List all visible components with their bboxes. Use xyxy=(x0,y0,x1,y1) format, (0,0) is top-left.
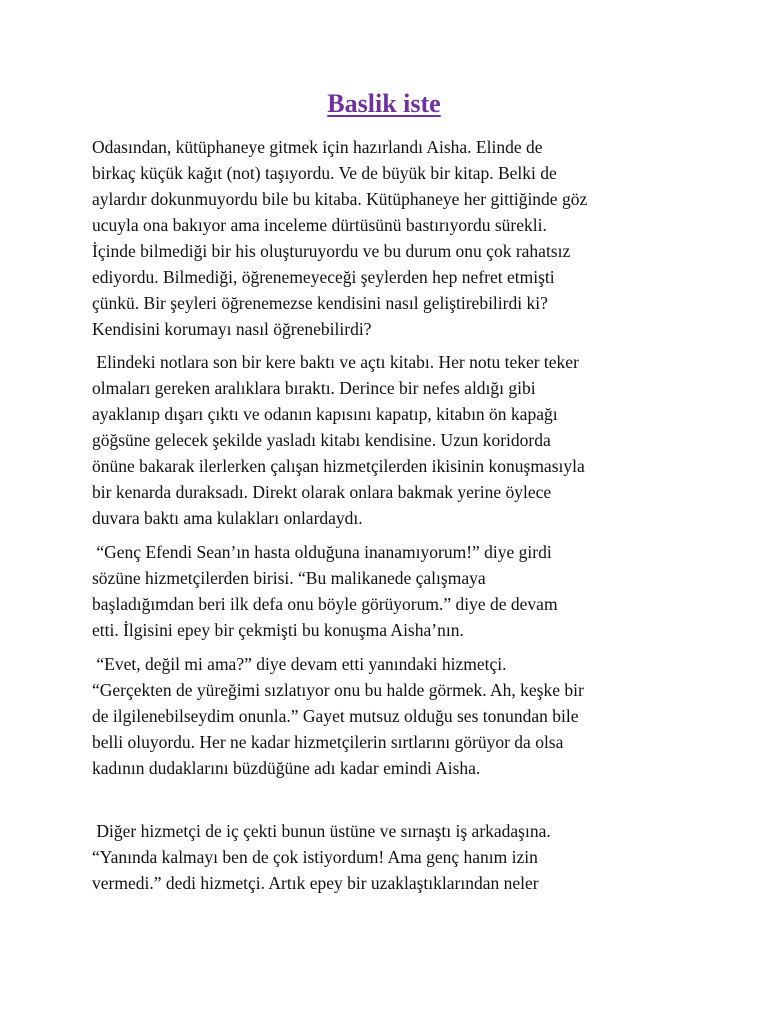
paragraph-line: etti. İlgisini epey bir çekmişti bu konuşma Aisha’nın. xyxy=(92,620,464,640)
paragraph-line: başladığımdan beri ilk defa onu böyle görüyorum.” diye de devam xyxy=(92,594,558,614)
paragraph-2 xyxy=(92,349,692,531)
paragraph-line: bir kenarda duraksadı. Direkt olarak onlara bakmak yerine öylece xyxy=(92,482,552,502)
paragraph-line: duvara baktı ama kulakları onlardaydı. xyxy=(92,508,363,528)
paragraph-line: Diğer hizmetçi de iç çekti bunun üstüne ve sırnaştı iş arkadaşına. xyxy=(92,821,551,841)
document-title: Baslik iste xyxy=(327,89,441,118)
paragraph-line: Elindeki notlara son bir kere baktı ve açtı kitabı. Her notu teker teker xyxy=(92,352,579,372)
paragraph-line: “Evet, değil mi ama?” diye devam etti yanındaki hizmetçi. xyxy=(92,654,507,674)
paragraph-line: ucuyla ona bakıyor ama inceleme dürtüsünü bastırıyordu sürekli. xyxy=(92,215,547,235)
paragraph-line: sözüne hizmetçilerden birisi. “Bu malikanede çalışmaya xyxy=(92,568,486,588)
paragraph-line: olmaları gereken aralıklara bıraktı. Derince bir nefes aldığı gibi xyxy=(92,378,536,398)
paragraph-line: çünkü. Bir şeyleri öğrenemezse kendisini nasıl geliştirebilirdi ki? xyxy=(92,293,548,313)
paragraph-5 xyxy=(92,818,692,896)
paragraph-line: vermedi.” dedi hizmetçi. Artık epey bir uzaklaştıklarından neler xyxy=(92,873,539,893)
paragraph-line: aylardır dokunmuyordu bile bu kitaba. Kütüphaneye her gittiğinde göz xyxy=(92,189,588,209)
paragraph-line: “Yanında kalmayı ben de çok istiyordum! Ama genç hanım izin xyxy=(92,847,538,867)
paragraph-line: Odasından, kütüphaneye gitmek için hazırlandı Aisha. Elinde de xyxy=(92,137,543,157)
paragraph-1 xyxy=(92,134,692,342)
paragraph-line: İçinde bilmediği bir his oluşturuyordu ve bu durum onu çok rahatsız xyxy=(92,241,571,261)
paragraph-line: belli oluyordu. Her ne kadar hizmetçilerin sırtlarını görüyor da olsa xyxy=(92,732,564,752)
paragraph-line: birkaç küçük kağıt (not) taşıyordu. Ve de büyük bir kitap. Belki de xyxy=(92,163,557,183)
paragraph-line: göğsüne gelecek şekilde yasladı kitabı kendisine. Uzun koridorda xyxy=(92,430,551,450)
paragraph-line: kadının dudaklarını büzdüğüne adı kadar emindi Aisha. xyxy=(92,758,481,778)
paragraph-line: “Genç Efendi Sean’ın hasta olduğuna inanamıyorum!” diye girdi xyxy=(92,542,552,562)
paragraph-line: ayaklanıp dışarı çıktı ve odanın kapısını kapatıp, kitabın ön kapağı xyxy=(92,404,558,424)
paragraph-line: ediyordu. Bilmediği, öğrenemeyeceği şeylerden hep nefret etmişti xyxy=(92,267,555,287)
paragraph-line: de ilgilenebilseydim onunla.” Gayet mutsuz olduğu ses tonundan bile xyxy=(92,706,579,726)
paragraph-4 xyxy=(92,651,692,781)
paragraph-line: önüne bakarak ilerlerken çalışan hizmetçilerden ikisinin konuşmasıyla xyxy=(92,456,585,476)
paragraph-line: “Gerçekten de yüreğimi sızlatıyor onu bu halde görmek. Ah, keşke bir xyxy=(92,680,584,700)
paragraph-3 xyxy=(92,539,692,643)
paragraph-line: Kendisini korumayı nasıl öğrenebilirdi? xyxy=(92,319,372,339)
